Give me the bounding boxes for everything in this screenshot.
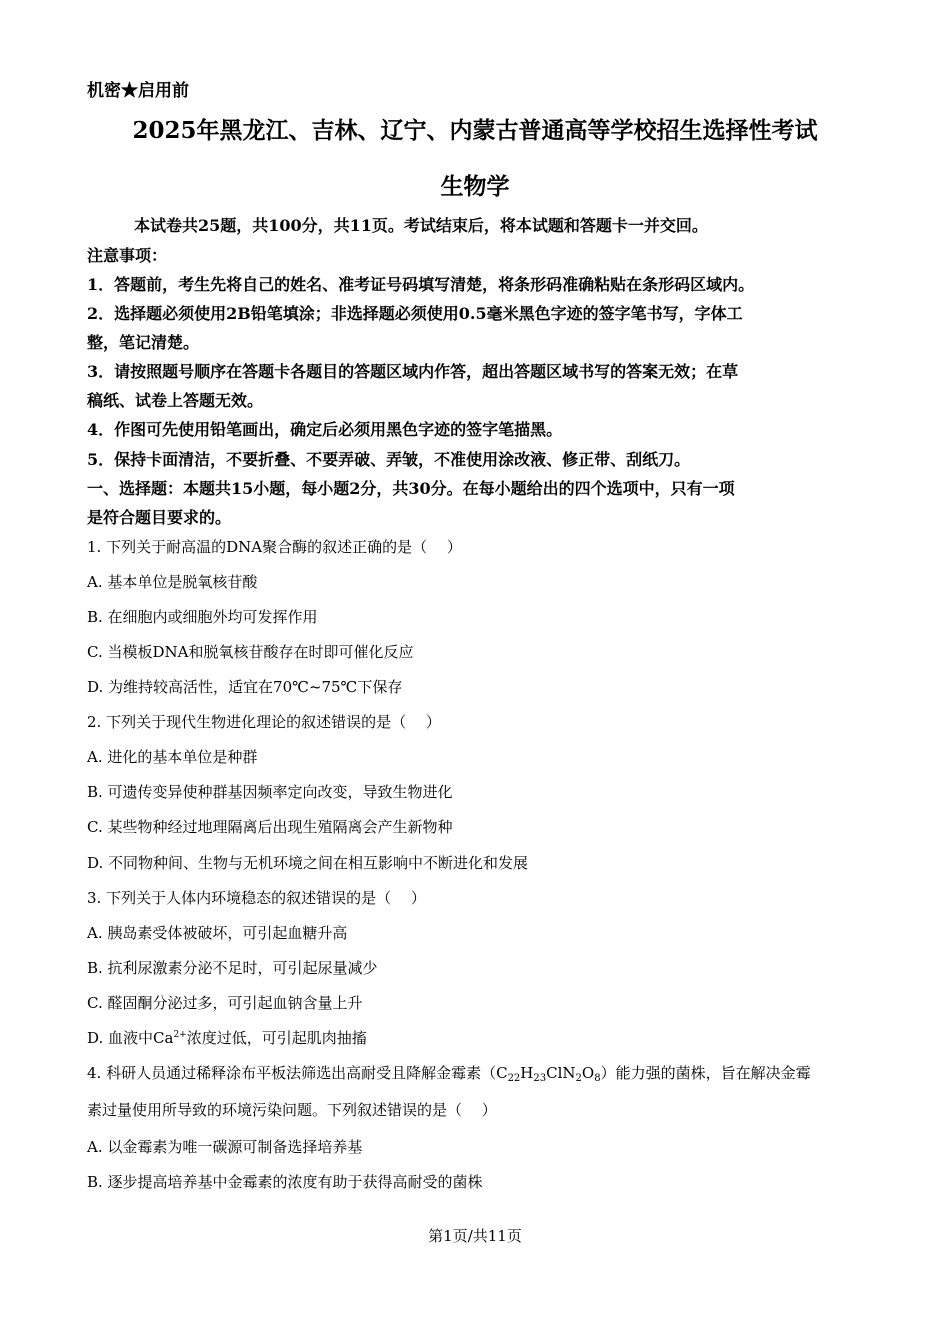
question-stem-3: 3. 下列关于人体内环境稳态的叙述错误的是（ ） <box>87 889 426 907</box>
section-heading: 一、选择题：本题共15小题，每小题2分，共30分。在每小题给出的四个选项中，只有一项 <box>87 479 735 498</box>
notice-item: 5．保持卡面清洁，不要折叠、不要弄破、弄皱，不准使用涂改液、修正带、刮纸刀。 <box>87 450 691 469</box>
ion-charge: 2+ <box>173 1030 187 1040</box>
section-heading-cont: 是符合题目要求的。 <box>87 508 232 527</box>
notice-heading: 注意事项： <box>87 246 168 265</box>
formula-element: ClN <box>546 1064 576 1082</box>
notice-item: 3．请按照题号顺序在答题卡各题目的答题区域内作答，超出答题区域书写的答案无效；在草 <box>87 362 739 381</box>
option-text: 浓度过低，可引起肌肉抽搐 <box>186 1029 367 1047</box>
question-2-option-c: C. 某些物种经过地理隔离后出现生殖隔离会产生新物种 <box>87 818 453 836</box>
subject-title: 生物学 <box>440 173 510 200</box>
notice-item: 稿纸、试卷上答题无效。 <box>87 391 264 410</box>
question-2-option-a: A. 进化的基本单位是种群 <box>87 748 258 766</box>
notice-item: 2．选择题必须使用2B铅笔填涂；非选择题必须使用0.5毫米黑色字迹的签字笔书写，字体工 <box>87 304 743 323</box>
option-text: D. 血液中Ca <box>87 1029 174 1047</box>
formula-element: O <box>581 1064 595 1082</box>
question-3-option-b: B. 抗利尿激素分泌不足时，可引起尿量减少 <box>87 959 378 977</box>
exam-title: 2025年黑龙江、吉林、辽宁、内蒙古普通高等学校招生选择性考试 <box>132 117 818 144</box>
formula-subscript: 8 <box>594 1073 601 1084</box>
question-2-option-d: D. 不同物种间、生物与无机环境之间在相互影响中不断进化和发展 <box>87 854 529 872</box>
formula-element: H <box>520 1064 534 1082</box>
formula-subscript: 22 <box>507 1073 521 1084</box>
notice-item: 1．答题前，考生先将自己的姓名、准考证号码填写清楚，将条形码准确粘贴在条形码区域内。 <box>87 275 755 294</box>
question-4-option-a: A. 以金霉素为唯一碳源可制备选择培养基 <box>87 1138 363 1156</box>
question-3-option-c: C. 醛固酮分泌过多，可引起血钠含量上升 <box>87 994 363 1012</box>
question-1-option-a: A. 基本单位是脱氧核苷酸 <box>87 573 258 591</box>
question-3-option-d <box>87 1027 367 1048</box>
question-stem-4 <box>87 1062 811 1084</box>
question-1-option-b: B. 在细胞内或细胞外均可发挥作用 <box>87 608 318 626</box>
notice-item: 4．作图可先使用铅笔画出，确定后必须用黑色字迹的签字笔描黑。 <box>87 420 563 439</box>
stem-text: ）能力强的菌株，旨在解决金霉 <box>600 1064 811 1082</box>
page-number: 第1页/共11页 <box>428 1227 522 1245</box>
question-1-option-d: D. 为维持较高活性，适宜在70℃~75℃下保存 <box>87 678 403 696</box>
intro-text: 本试卷共25题，共100分，共11页。考试结束后，将本试题和答题卡一并交回。 <box>134 216 708 235</box>
question-stem-4-cont: 素过量使用所导致的环境污染问题。下列叙述错误的是（ ） <box>87 1101 497 1119</box>
question-2-option-b: B. 可遗传变异使种群基因频率定向改变，导致生物进化 <box>87 783 453 801</box>
confidential-label: 机密★启用前 <box>87 81 189 101</box>
stem-text: 4. 科研人员通过稀释涂布平板法筛选出高耐受且降解金霉素（C <box>87 1064 508 1082</box>
formula-subscript: 2 <box>575 1073 582 1084</box>
question-stem-1: 1. 下列关于耐高温的DNA聚合酶的叙述正确的是（ ） <box>87 538 462 556</box>
question-1-option-c: C. 当模板DNA和脱氧核苷酸存在时即可催化反应 <box>87 643 414 661</box>
question-3-option-a: A. 胰岛素受体被破坏，可引起血糖升高 <box>87 924 348 942</box>
formula-subscript: 23 <box>533 1073 547 1084</box>
notice-item: 整，笔记清楚。 <box>87 333 200 352</box>
question-stem-2: 2. 下列关于现代生物进化理论的叙述错误的是（ ） <box>87 713 441 731</box>
question-4-option-b: B. 逐步提高培养基中金霉素的浓度有助于获得高耐受的菌株 <box>87 1173 483 1191</box>
